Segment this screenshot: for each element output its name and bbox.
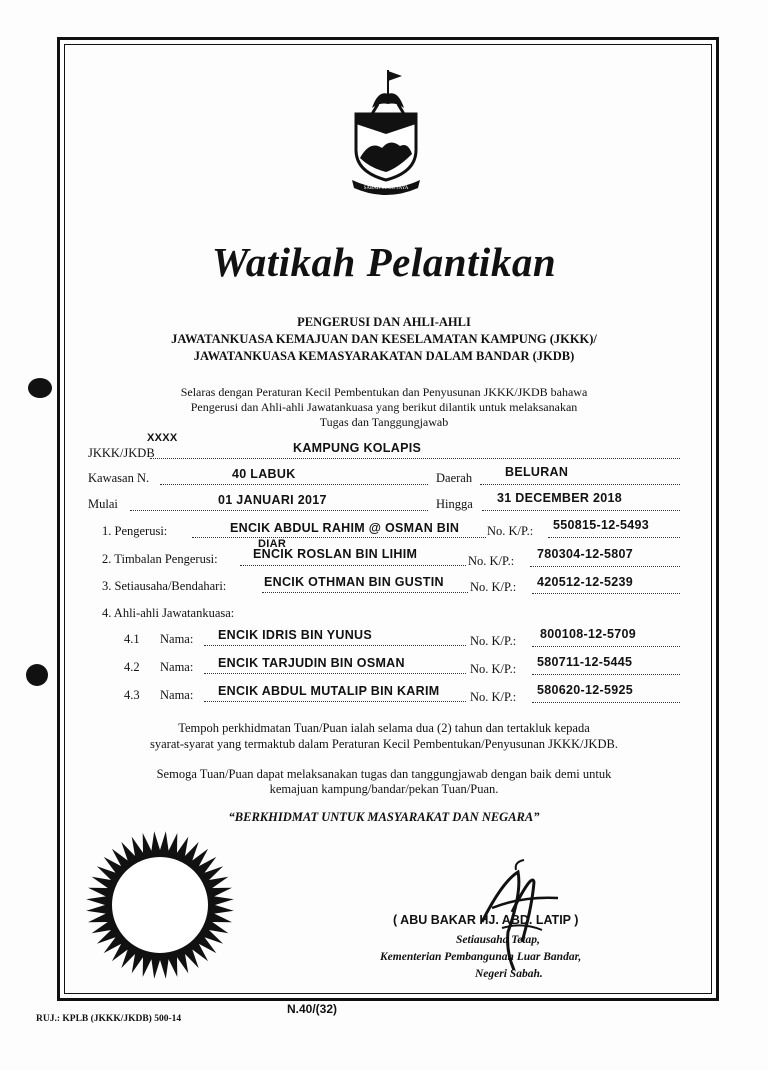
heading-line-2: JAWATANKUASA KEMAJUAN DAN KESELAMATAN KAMPUNG (JKKK)/ xyxy=(171,332,597,346)
signatory-ministry: Kementerian Pembangunan Luar Bandar, xyxy=(380,951,582,963)
kawasan-label: Kawasan N. xyxy=(88,471,150,485)
hingga-label: Hingga xyxy=(436,497,473,511)
timbalan-kp-label: No. K/P.: xyxy=(468,554,515,568)
pengerusi-label: 1. Pengerusi: xyxy=(102,524,168,538)
pengerusi-name: ENCIK ABDUL RAHIM @ OSMAN BIN xyxy=(230,521,460,535)
ahli-label: 4. Ahli-ahli Jawatankuasa: xyxy=(102,606,235,620)
mulai-label: Mulai xyxy=(88,497,118,511)
signatory-name: ( ABU BAKAR HJ. ABD. LATIP ) xyxy=(393,913,579,927)
member-dotted-line xyxy=(204,673,466,674)
member-kp-dotted-line xyxy=(532,646,680,647)
mulai-value: 01 JANUARI 2017 xyxy=(218,493,327,507)
setiausaha-name: ENCIK OTHMAN BIN GUSTIN xyxy=(264,575,444,589)
timbalan-name: ENCIK ROSLAN BIN LIHIM xyxy=(253,547,418,561)
tempoh-line-1: Tempoh perkhidmatan Tuan/Puan ialah selama dua (2) tahun dan tertakluk kepada xyxy=(178,721,590,735)
punch-hole-bottom xyxy=(26,664,48,686)
setiausaha-label: 3. Setiausaha/Bendahari: xyxy=(102,579,227,593)
pengerusi-kp: 550815-12-5493 xyxy=(553,518,649,532)
signatory-title: Setiausaha Tetap, xyxy=(456,934,540,946)
pengerusi-kp-label: No. K/P.: xyxy=(487,524,534,538)
member-number: 4.2 xyxy=(124,660,140,674)
member-name: ENCIK ABDUL MUTALIP BIN KARIM xyxy=(218,684,440,698)
member-kp: 580620-12-5925 xyxy=(537,683,633,697)
member-dotted-line xyxy=(204,645,466,646)
kawasan-dotted-line xyxy=(160,484,428,485)
member-kp-dotted-line xyxy=(532,674,680,675)
mulai-dotted-line xyxy=(130,510,428,511)
setiausaha-kp-label: No. K/P.: xyxy=(470,580,517,594)
daerah-dotted-line xyxy=(480,484,680,485)
jkkk-label: JKKK/JKDB xyxy=(88,446,155,460)
member-number: 4.3 xyxy=(124,688,140,702)
embossed-seal-icon xyxy=(85,830,235,980)
pengerusi-name-continued: DIAR xyxy=(258,538,287,550)
intro-line-3: Tugas dan Tanggungjawab xyxy=(319,415,449,429)
semoga-line-2: kemajuan kampung/bandar/pekan Tuan/Puan. xyxy=(269,782,499,796)
kawasan-value: 40 LABUK xyxy=(232,467,296,481)
heading-line-1: PENGERUSI DAN AHLI-AHLI xyxy=(297,315,471,329)
member-number: 4.1 xyxy=(124,632,140,646)
member-kp-label: No. K/P.: xyxy=(470,634,517,648)
intro-line-1: Selaras dengan Peraturan Kecil Pembentukan dan Penyusunan JKKK/JKDB bahawa xyxy=(180,385,588,399)
setiausaha-kp-dotted-line xyxy=(532,593,680,594)
daerah-label: Daerah xyxy=(436,471,473,485)
semoga-line-1: Semoga Tuan/Puan dapat melaksanakan tugas dan tanggungjawab dengan baik demi untuk xyxy=(156,767,612,781)
daerah-value: BELURAN xyxy=(505,465,569,479)
timbalan-kp-dotted-line xyxy=(530,566,680,567)
member-name-label: Nama: xyxy=(160,688,194,702)
member-name-label: Nama: xyxy=(160,660,194,674)
jkkk-overwrite: XXXX xyxy=(147,432,178,444)
certificate-title: Watikah Pelantikan xyxy=(211,239,557,285)
timbalan-label: 2. Timbalan Pengerusi: xyxy=(102,552,218,566)
motto: “BERKHIDMAT UNTUK MASYARAKAT DAN NEGARA” xyxy=(228,810,540,824)
member-name: ENCIK IDRIS BIN YUNUS xyxy=(218,628,373,642)
pengerusi-kp-dotted-line xyxy=(548,537,680,538)
setiausaha-kp: 420512-12-5239 xyxy=(537,575,633,589)
pengerusi-dotted-line xyxy=(192,537,486,538)
reference-number: RUJ.: KPLB (JKKK/JKDB) 500-14 xyxy=(36,1014,182,1024)
signatory-state: Negeri Sabah. xyxy=(475,968,543,980)
intro-line-2: Pengerusi dan Ahli-ahli Jawatankuasa yang berikut dilantik untuk melaksanakan xyxy=(190,400,578,414)
member-kp: 800108-12-5709 xyxy=(540,627,636,641)
member-kp: 580711-12-5445 xyxy=(537,655,633,669)
serial-number: N.40/(32) xyxy=(287,1002,338,1016)
crest-motto: SABAH MAJU JAYA xyxy=(363,186,409,191)
hingga-value: 31 DECEMBER 2018 xyxy=(497,491,622,505)
jkkk-value: KAMPUNG KOLAPIS xyxy=(293,441,422,455)
hingga-dotted-line xyxy=(482,510,680,511)
sabah-crest-emblem xyxy=(348,68,424,200)
jkkk-dotted-line xyxy=(150,458,680,459)
member-name: ENCIK TARJUDIN BIN OSMAN xyxy=(218,656,405,670)
member-name-label: Nama: xyxy=(160,632,194,646)
tempoh-line-2: syarat-syarat yang termaktub dalam Peraturan Kecil Pembentukan/Penyusunan JKKK/JKDB. xyxy=(150,737,618,751)
member-kp-label: No. K/P.: xyxy=(470,662,517,676)
member-kp-dotted-line xyxy=(532,702,680,703)
timbalan-dotted-line xyxy=(240,565,466,566)
timbalan-kp: 780304-12-5807 xyxy=(537,547,633,561)
member-kp-label: No. K/P.: xyxy=(470,690,517,704)
member-dotted-line xyxy=(204,701,466,702)
heading-line-3: JAWATANKUASA KEMASYARAKATAN DALAM BANDAR (JKDB) xyxy=(193,349,575,363)
setiausaha-dotted-line xyxy=(262,592,468,593)
